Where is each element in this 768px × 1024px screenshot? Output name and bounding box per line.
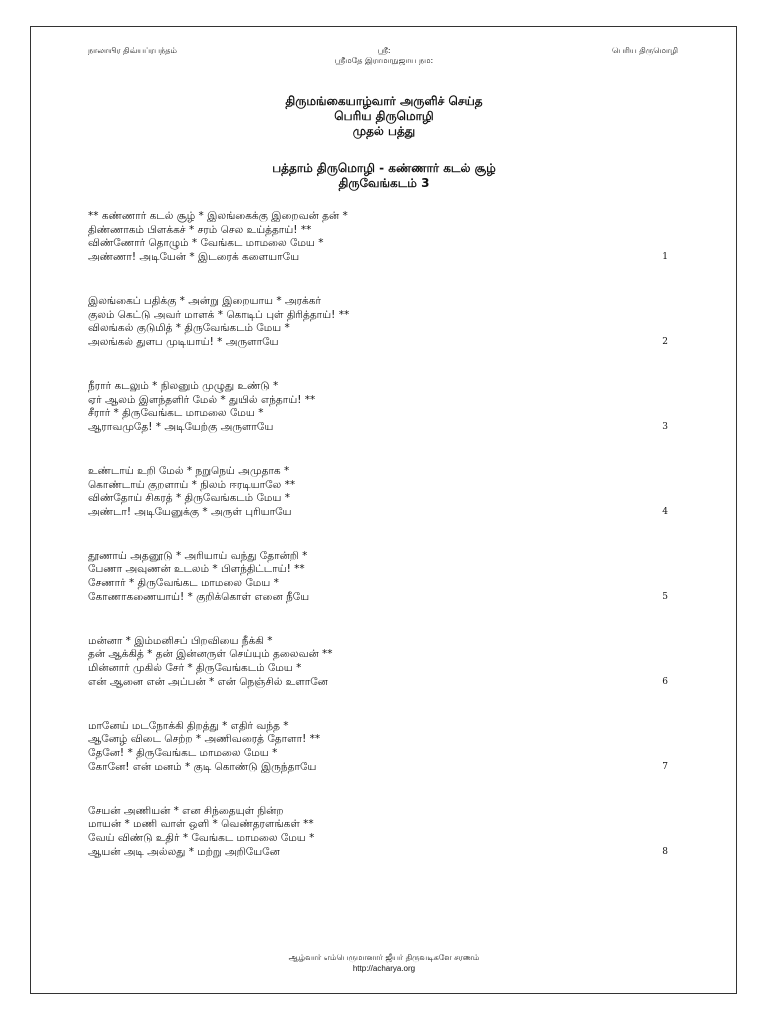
verse-number: 5 xyxy=(662,591,668,602)
verse-line: விண்தோய் சிகரத் * திருவேங்கடம் மேய * xyxy=(88,492,290,505)
verse-line: கோனே! என் மனம் * குடி கொண்டு இருந்தாயே xyxy=(88,760,317,773)
footer-salutation: ஆழ்வார் எம்பெருமானார் ஜீயர் திருவடிகளே சரணம் xyxy=(288,953,480,962)
verse-line: ஆராவமுதே! * அடியேற்கு அருளாயே xyxy=(88,420,274,433)
verse-block xyxy=(88,295,668,349)
verse-line: சேணார் * திருவேங்கட மாமலை மேய * xyxy=(88,577,279,590)
verse-line: கொண்டாய் குறளாய் * நிலம் ஈரடியாலே ** xyxy=(88,478,296,491)
verse-number: 3 xyxy=(662,421,668,432)
verse-line: அலங்கல் துளப முடியாய்! * அருளாயே xyxy=(88,335,279,348)
verse-number: 4 xyxy=(662,506,668,517)
verse-block xyxy=(88,805,668,859)
verse-line: தூணாய் அதனூடு * அரியாய் வந்து தோன்றி * xyxy=(88,549,308,562)
verse-line: சீரார் * திருவேங்கட மாமலை மேய * xyxy=(88,407,264,420)
verse-line: மின்னார் முகில் சேர் * திருவேங்கடம் மேய * xyxy=(88,662,302,675)
verse-line: ஆனேழ் விடை செற்ற * அணிவரைத் தோளா! ** xyxy=(88,733,321,746)
verse-line: மாயன் * மணி வாள் ஒளி * வெண்தரளங்கள் ** xyxy=(88,818,314,831)
verse-line: தேனே! * திருவேங்கட மாமலை மேய * xyxy=(88,747,278,759)
verse-line: ஏர் ஆலம் இளந்தளிர் மேல் * துயில் எந்தாய்! ** xyxy=(88,393,316,406)
header-left: நாலாயிர திவ்யப்ரபந்தம் xyxy=(88,46,177,55)
verse-line: ஆயன் அடி அல்லது * மற்று அறியேனே xyxy=(88,845,280,858)
verse-line: திண்ணாகம் பிளக்கச் * சரம் செல உய்த்தாய்! ** xyxy=(88,223,312,236)
verse-line: கோணாகணையாய்! * குறிக்கொள் எனை நீயே xyxy=(88,590,310,603)
verse-line: இலங்கைப் பதிக்கு * அன்று இறையாய * அரக்கர் xyxy=(88,294,321,307)
title-line: முதல் பத்து xyxy=(352,124,416,138)
header-right: பெரிய திருமொழி xyxy=(611,46,678,55)
section-title xyxy=(0,161,768,191)
verse-block xyxy=(88,210,668,264)
verse-number: 8 xyxy=(662,846,668,857)
verse-block xyxy=(88,550,668,604)
verse-line: அண்டா! அடியேனுக்கு * அருள் புரியாயே xyxy=(88,505,292,518)
verse-number: 6 xyxy=(662,676,668,687)
verse-line: என் ஆனை என் அப்பன் * என் நெஞ்சில் உளானே xyxy=(88,675,328,688)
verse-line: விண்ணோர் தொழும் * வேங்கட மாமலை மேய * xyxy=(88,237,324,250)
verse-line: குலம் கெட்டு அவர் மாளக் * கொடிப் புள் திரித்தாய்! ** xyxy=(88,308,350,321)
verse-block xyxy=(88,720,668,774)
document-title xyxy=(0,94,768,139)
title-line: பெரிய திருமொழி xyxy=(334,109,434,123)
section-title-line: பத்தாம் திருமொழி - கண்ணார் கடல் சூழ் xyxy=(272,161,496,175)
title-line: திருமங்கையாழ்வார் அருளிச் செய்த xyxy=(285,94,483,108)
verse-line: விலங்கல் குடுமித் * திருவேங்கடம் மேய * xyxy=(88,322,290,335)
verse-line: அண்ணா! அடியேன் * இடரைக் களையாயே xyxy=(88,250,300,263)
verse-line: தன் ஆக்கித் * தன் இன்னருள் செய்யும் தலைவன் ** xyxy=(88,648,333,661)
footer xyxy=(0,952,768,974)
verse-line: வேய் விண்டு உதிர் * வேங்கட மாமலை மேய * xyxy=(88,831,315,844)
verse-block xyxy=(88,635,668,689)
footer-url: http://acharya.org xyxy=(352,964,416,973)
verse-block xyxy=(88,380,668,434)
verse-line: மன்னா * இம்மனிசப் பிறவியை நீக்கி * xyxy=(88,634,273,647)
verse-line: ** கண்ணார் கடல் சூழ் * இலங்கைக்கு இறைவன் தன் * xyxy=(88,210,348,222)
verse-line: உண்டாய் உறி மேல் * நறுநெய் அமுதாக * xyxy=(88,464,290,477)
header-center-line2: ஸ்ரீமதே இராமாநுஜாய நம: xyxy=(334,56,434,65)
verse-list xyxy=(88,210,668,890)
verse-line: மானேய் மடநோக்கி திறத்து * எதிர் வந்த * xyxy=(88,719,289,732)
verse-number: 2 xyxy=(662,336,668,347)
verse-line: நீரார் கடலும் * நிலனும் முழுது உண்டு * xyxy=(88,379,279,392)
verse-number: 1 xyxy=(662,251,668,262)
verse-block xyxy=(88,465,668,519)
header-center-line1: ஸ்ரீ: xyxy=(377,46,391,55)
verse-line: சேயன் அணியன் * என சிந்தையுள் நின்ற xyxy=(88,804,284,817)
verse-line: பேணா அவுணன் உடலம் * பிளந்திட்டாய்! ** xyxy=(88,563,305,576)
section-title-line: திருவேங்கடம் 3 xyxy=(338,176,430,190)
verse-number: 7 xyxy=(662,761,668,772)
